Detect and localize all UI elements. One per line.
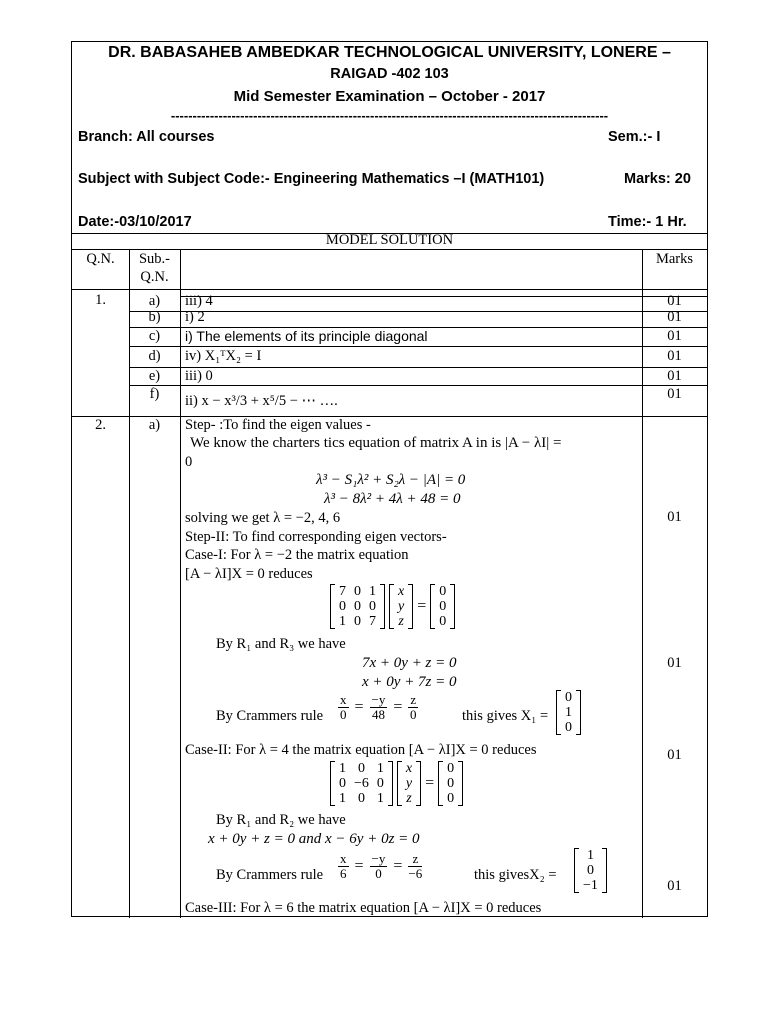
university-title-line1: DR. BABASAHEB AMBEDKAR TECHNOLOGICAL UNIVERSITY, LONERE – xyxy=(108,44,671,61)
matrix-cell: 7 xyxy=(369,614,376,629)
q2-step2: Step-II: To find corresponding eigen vectors- xyxy=(185,529,447,545)
q2-marks-1: 01 xyxy=(667,509,682,525)
q1-answer-d: iv) X₁ᵀX₂ = I xyxy=(185,348,262,364)
q1-sub-e: e) xyxy=(148,368,161,384)
q1-answer-a: iii) 4 xyxy=(185,293,213,309)
q1-row-e-top xyxy=(129,367,707,368)
header-row-border xyxy=(72,289,707,290)
matrix-cell: 1 xyxy=(339,614,346,629)
q1-row-f-top xyxy=(129,385,707,386)
dash-separator: ----------------------------------------------------------------------------------------------------- xyxy=(170,108,609,123)
exam-sheet xyxy=(71,41,708,917)
fraction-y: $\frac{-y}{48}$ xyxy=(371,692,386,722)
q2-gives1: this gives X₁ = xyxy=(462,708,549,724)
matrix-cell: 0 xyxy=(357,761,365,776)
q2-marks-2: 01 xyxy=(667,655,682,671)
q1-marks-d: 01 xyxy=(667,348,682,364)
matrix-cell: 1 xyxy=(339,761,346,776)
matrix-cell: 0 xyxy=(376,776,384,791)
matrix-cell: y xyxy=(398,599,405,614)
subject-label: Subject with Subject Code:- Engineering Mathematics –I (MATH101) xyxy=(78,171,545,187)
matrix-equation-2: 1 0 1 0 −6 0 1 0 1 x y z = 0 0 0 xyxy=(330,761,463,806)
matrix-cell: x xyxy=(398,584,405,599)
matrix-cell: 0 xyxy=(369,599,376,614)
matrix-cell: 0 xyxy=(439,584,447,599)
vector-zero-2 xyxy=(438,761,463,806)
q1-marks-b: 01 xyxy=(667,309,682,325)
matrix-cell: 1 xyxy=(369,584,376,599)
q2-crammers2-label: By Crammers rule xyxy=(216,867,324,883)
matrix-A1 xyxy=(330,584,385,629)
matrix-cell: 1 xyxy=(565,705,572,720)
q1-marks-f: 01 xyxy=(667,386,682,402)
col-header-marks: Marks xyxy=(655,251,694,267)
q2-by-r1r3: By R₁ and R₃ we have xyxy=(216,636,346,652)
col-header-sub-2: Q.N. xyxy=(140,269,169,285)
vector-xyz-2 xyxy=(397,761,421,806)
matrix-cell: z xyxy=(406,791,412,806)
matrix-cell: 0 xyxy=(339,599,346,614)
q1-answer-e: iii) 0 xyxy=(185,368,213,384)
q2-char-eq-zero: 0 xyxy=(185,454,193,470)
q2-marks-3: 01 xyxy=(667,747,682,763)
q2-by-r1r2: By R₁ and R₂ we have xyxy=(216,812,346,828)
matrix-cell: y xyxy=(405,776,413,791)
equals-sign: = xyxy=(417,597,427,615)
fraction-x: $\frac{x}{0}$ xyxy=(340,692,347,722)
matrix-cell: z xyxy=(398,614,404,629)
matrix-cell: x xyxy=(405,761,413,776)
q2-step1: Step- :To find the eigen values - xyxy=(185,417,371,433)
matrix-cell: 0 xyxy=(339,776,346,791)
crammers-fractions-2: $\frac{x}{6}$ = $\frac{-y}{0}$ = $\frac{z}{-6}$ xyxy=(340,851,423,881)
matrix-cell: 0 xyxy=(439,614,447,629)
fraction-z: $\frac{z}{0}$ xyxy=(410,692,417,722)
matrix-cell: 0 xyxy=(447,791,455,806)
matrix-cell: −1 xyxy=(583,878,598,893)
table-title: MODEL SOLUTION xyxy=(325,232,454,248)
date-label: Date:-03/10/2017 xyxy=(78,214,192,230)
q2-eqB: x + 0y + 7z = 0 xyxy=(362,674,457,690)
q1-answer-f: ii) x − x³/3 + x⁵/5 − ⋯ …. xyxy=(185,393,338,409)
q2-sub-a: a) xyxy=(148,417,161,433)
q1-row-b-top xyxy=(129,311,707,312)
q1-marks-e: 01 xyxy=(667,368,682,384)
col-header-sub: Sub.- xyxy=(138,251,171,267)
matrix-cell: 0 xyxy=(354,584,361,599)
time-label: Time:- 1 Hr. xyxy=(608,214,687,230)
matrix-cell: 7 xyxy=(339,584,346,599)
crammers-fractions-1: $\frac{x}{0}$ = $\frac{-y}{48}$ = $\frac{z}{0}$ xyxy=(340,692,417,722)
semester-label: Sem.:- I xyxy=(608,129,661,145)
q1-row-d-top xyxy=(129,346,707,347)
matrix-cell: 1 xyxy=(376,761,384,776)
q1-sub-b: b) xyxy=(148,309,161,325)
matrix-cell: 1 xyxy=(339,791,346,806)
vector-xyz-1 xyxy=(389,584,413,629)
university-title-line2: RAIGAD -402 103 xyxy=(330,66,449,82)
q2-case1b: [A − λI]X = 0 reduces xyxy=(185,566,313,582)
q1-marks-c: 01 xyxy=(667,328,682,344)
q2-crammers1-label: By Crammers rule xyxy=(216,708,324,724)
vector-zero-1 xyxy=(430,584,455,629)
q2-case1: Case-I: For λ = −2 the matrix equation xyxy=(185,547,409,563)
matrix-A2 xyxy=(330,761,393,806)
q1-number: 1. xyxy=(95,292,106,308)
q2-marks-4: 01 xyxy=(667,878,682,894)
q2-case3: Case-III: For λ = 6 the matrix equation [A − λI]X = 0 reduces xyxy=(185,900,542,916)
matrix-cell: 1 xyxy=(376,791,384,806)
matrix-cell: 0 xyxy=(447,776,455,791)
q1-sub-f: f) xyxy=(149,386,160,402)
matrix-cell: 0 xyxy=(565,720,572,735)
vector-X1 xyxy=(556,690,581,735)
q1-marks-a: 01 xyxy=(667,293,682,309)
branch-label: Branch: All courses xyxy=(78,129,215,145)
col-header-qn: Q.N. xyxy=(86,251,115,267)
q2-case2: Case-II: For λ = 4 the matrix equation [A − λI]X = 0 reduces xyxy=(185,742,537,758)
col-divider-2 xyxy=(180,249,181,918)
title-row-border xyxy=(72,249,707,250)
matrix-cell: 0 xyxy=(354,614,361,629)
q2-char-eq-text: We know the charters tics equation of matrix A in is |A − λI| = xyxy=(190,435,562,451)
matrix-cell: 0 xyxy=(357,791,365,806)
vector-X2 xyxy=(574,848,607,893)
matrix-cell: 0 xyxy=(586,863,594,878)
q1-row-a-top xyxy=(180,296,707,297)
matrix-equation-1 xyxy=(330,584,455,629)
q2-eq2: λ³ − 8λ² + 4λ + 48 = 0 xyxy=(324,491,461,507)
matrix-cell: 0 xyxy=(439,599,447,614)
marks-label: Marks: 20 xyxy=(624,171,691,187)
q2-eqA: 7x + 0y + z = 0 xyxy=(362,655,457,671)
q2-number: 2. xyxy=(95,417,106,433)
matrix-cell: 1 xyxy=(586,848,594,863)
matrix-cell: −6 xyxy=(354,776,369,791)
q1-answer-c: i) The elements of its principle diagonal xyxy=(185,328,428,344)
matrix-cell: 0 xyxy=(565,690,572,705)
exam-title: Mid Semester Examination – October - 2017 xyxy=(233,88,546,105)
q1-sub-d: d) xyxy=(148,348,161,364)
q2-solving: solving we get λ = −2, 4, 6 xyxy=(185,510,341,526)
q1-sub-a: a) xyxy=(148,293,161,309)
matrix-cell: 0 xyxy=(447,761,455,776)
q1-sub-c: c) xyxy=(148,328,161,344)
q2-eq1: λ³ − S₁λ² + S₂λ − |A| = 0 xyxy=(316,472,466,488)
q2-gives2: this givesX₂ = xyxy=(474,867,557,883)
matrix-cell: 0 xyxy=(354,599,361,614)
q1-answer-b: i) 2 xyxy=(185,309,205,325)
q2-eqC: x + 0y + z = 0 and x − 6y + 0z = 0 xyxy=(208,831,420,847)
